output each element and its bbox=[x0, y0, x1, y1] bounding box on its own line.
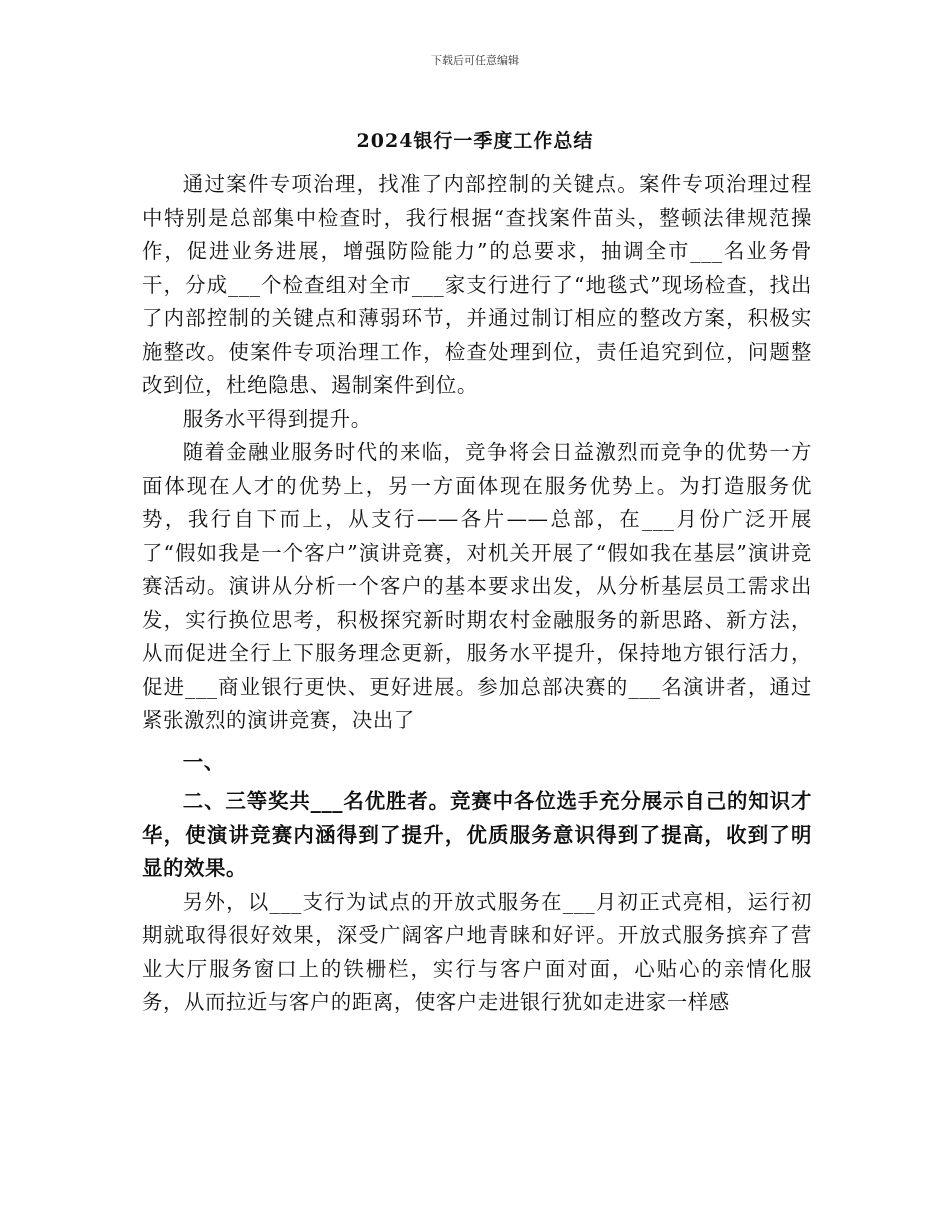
paragraph-service-competition: 随着金融业服务时代的来临，竞争将会日益激烈而竞争的优势一方面体现在人才的优势上，另一方面体现在服务优势上。为打造服务优势，我行自下而上，从支行——各片——总部，在___月份广泛开展了“假如我是一个客户”演讲竞赛，对机关开展了“假如我在基层”演讲竞赛活动。演讲从分析一个客户的基本要求出发，从分析基层员工需求出发，实行换位思考，积极探究新时期农村金融服务的新思路、新方法，从而促进全行上下服务理念更新，服务水平提升，保持地方银行活力，促进___商业银行更快、更好进展。参加总部决赛的___名演讲者，通过紧张激烈的演讲竞赛，决出了 bbox=[142, 440, 812, 732]
header-note: 下载后可任意编辑 bbox=[431, 54, 519, 67]
paragraph-prize-winners: 二、三等奖共___名优胜者。竞赛中各位选手充分展示自己的知识才华，使演讲竞赛内涵得到了提升，优质服务意识得到了提高，收到了明显的效果。 bbox=[142, 789, 812, 880]
paragraph-case-governance: 通过案件专项治理，找准了内部控制的关键点。案件专项治理过程中特别是总部集中检查时，我行根据“查找案件苗头，整顿法律规范操作，促进业务进展，增强防险能力”的总要求，抽调全市___名业务骨干，分成___个检查组对全市___家支行进行了“地毯式”现场检查，找出了内部控制的关键点和薄弱环节，并通过制订相应的整改方案，积极实施整改。使案件专项治理工作，检查处理到位，责任追究到位，问题整改到位，杜绝隐患、遏制案件到位。 bbox=[142, 172, 812, 397]
paragraph-first-prize: 一、 bbox=[182, 749, 225, 774]
document-title: 2024银行一季度工作总结 bbox=[356, 130, 594, 152]
paragraph-service-heading: 服务水平得到提升。 bbox=[182, 406, 372, 431]
paragraph-open-service: 另外，以___支行为试点的开放式服务在___月初正式亮相，运行初期就取得很好效果，深受广阔客户地青睐和好评。开放式服务摈弃了营业大厅服务窗口上的铁栅栏，实行与客户面对面，心贴心的亲情化服务，从而拉近与客户的距离，使客户走进银行犹如走进家一样感 bbox=[142, 889, 812, 1014]
document-body bbox=[142, 168, 812, 1020]
